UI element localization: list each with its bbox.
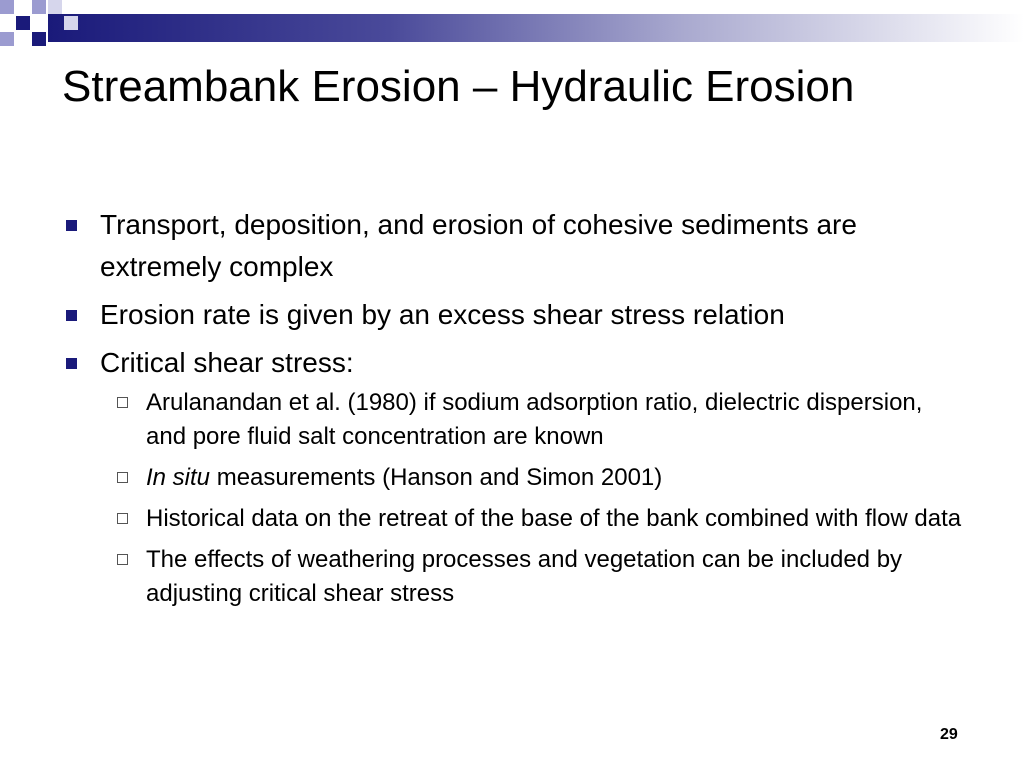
sub-bullet-text: measurements (Hanson and Simon 2001) (210, 464, 663, 491)
hollow-square-bullet-icon (117, 513, 128, 524)
decor-square (0, 0, 14, 14)
hollow-square-bullet-icon (117, 554, 128, 565)
sub-bullet-item (62, 461, 962, 495)
gradient-bar (48, 14, 1024, 42)
decor-square (16, 16, 30, 30)
sub-bullet-item (62, 386, 962, 454)
square-bullet-icon (66, 220, 77, 231)
bullet-item (62, 204, 962, 288)
sub-bullet-item (62, 502, 962, 536)
square-bullet-icon (66, 310, 77, 321)
bullet-text: Erosion rate is given by an excess shear stress relation (100, 299, 785, 330)
bullet-list (62, 204, 962, 618)
sub-bullet-item (62, 543, 962, 611)
slide-title: Streambank Erosion – Hydraulic Erosion (62, 62, 855, 111)
sub-bullet-list (62, 386, 962, 611)
header-decoration (0, 0, 1024, 46)
sub-bullet-text: Historical data on the retreat of the base of the bank combined with flow data (146, 505, 962, 532)
sub-bullet-text: Arulanandan et al. (1980) if sodium adsorption ratio, dielectric dispersion, and pore fluid salt concentration are known (146, 389, 923, 450)
bullet-item (62, 294, 962, 336)
bullet-text: Transport, deposition, and erosion of cohesive sediments are extremely complex (100, 209, 857, 282)
decor-square (64, 16, 78, 30)
bullet-text: Critical shear stress: (100, 347, 354, 378)
sub-bullet-text: The effects of weathering processes and vegetation can be included by adjusting critical shear stress (146, 546, 903, 607)
hollow-square-bullet-icon (117, 397, 128, 408)
square-bullet-icon (66, 358, 77, 369)
decor-square (32, 32, 46, 46)
hollow-square-bullet-icon (117, 472, 128, 483)
decor-square (32, 0, 46, 14)
sub-bullet-italic-text: In situ (146, 464, 211, 491)
page-number: 29 (940, 726, 958, 743)
decor-square (48, 0, 62, 14)
decor-square (0, 32, 14, 46)
bullet-item (62, 342, 962, 611)
